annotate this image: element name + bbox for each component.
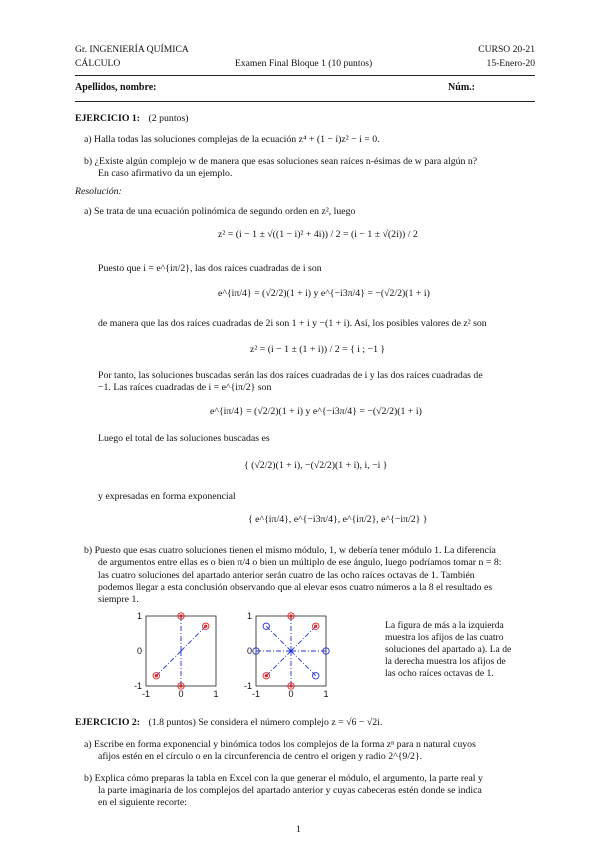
exam-date: 15-Enero-20 bbox=[486, 58, 535, 69]
caption-line: las ocho raíces octavas de 1. bbox=[385, 668, 494, 679]
data-point-center bbox=[314, 625, 317, 628]
plot-eighth-roots bbox=[238, 610, 342, 702]
caption-line: la derecha muestra los afijos de bbox=[385, 656, 506, 667]
ex1-part-a: a) Halla todas las soluciones complejas de la ecuación z⁴ + (1 − i)z² − i = 0. bbox=[84, 134, 380, 145]
header-rule bbox=[75, 75, 535, 76]
data-point-center bbox=[179, 614, 182, 617]
page-number: 1 bbox=[296, 824, 301, 835]
equation-3: z² = (i − 1 ± (1 + i)) / 2 = { i ; −1 } bbox=[250, 344, 386, 355]
y-tick-label: 0 bbox=[246, 646, 252, 656]
header-row-2 bbox=[75, 58, 535, 69]
x-tick-label: 1 bbox=[323, 689, 329, 699]
name-row bbox=[75, 82, 535, 93]
x-tick-label: 1 bbox=[213, 689, 219, 699]
data-point-center bbox=[204, 625, 207, 628]
y-tick-label: 1 bbox=[246, 611, 252, 621]
y-tick-label: -1 bbox=[133, 681, 142, 691]
ex2-heading bbox=[75, 717, 382, 730]
res-a-line4a: Por tanto, las soluciones buscadas serán las dos raíces cuadradas de i y las dos raíces cuadradas de bbox=[98, 370, 483, 381]
ex2-part-a-line1: a) Escribe en forma exponencial y binómica todos los complejos de la forma zⁿ para n natural cuyos bbox=[84, 739, 476, 750]
equation-2: e^{iπ/4} = (√2/2)(1 + i) y e^{−i3π/4} = −(√2/2)(1 + i) bbox=[218, 288, 430, 299]
y-tick-label: -1 bbox=[243, 681, 252, 691]
ex1-part-b-line1: b) ¿Existe algún complejo w de manera que esas soluciones sean raíces n-ésimas de w para algún n? bbox=[84, 156, 478, 167]
ex1-part-b-line2: En caso afirmativo da un ejemplo. bbox=[98, 168, 233, 179]
name-rule bbox=[75, 101, 535, 102]
x-tick-label: -1 bbox=[141, 689, 151, 699]
ex2-part-a-line2: afijos estén en el círculo o en la circunferencia de centro el origen y radio 2^{9/2}. bbox=[98, 751, 423, 762]
res-b-line1: b) Puesto que esas cuatro soluciones tienen el mismo módulo, 1, w debería tener módulo 1. La diferencia bbox=[84, 545, 496, 556]
data-point-center bbox=[289, 684, 292, 687]
ex2-part-b-line1: b) Explica cómo preparas la tabla en Excel con la que generar el módulo, el argumento, la parte real y bbox=[84, 773, 483, 784]
equation-6: { e^{iπ/4}, e^{−i3π/4}, e^{iπ/2}, e^{−iπ/2} } bbox=[248, 514, 428, 525]
res-a-line5: Luego el total de las soluciones buscadas es bbox=[98, 433, 270, 444]
data-point-center bbox=[155, 674, 158, 677]
ex2-part-b-line2: la parte imaginaria de los complejos del apartado anterior y cuyas cabeceras estén donde se indica bbox=[98, 785, 482, 796]
res-b-line3: las cuatro soluciones del apartado anterior serán cuatro de las ocho raíces octavas de 1. También bbox=[98, 570, 475, 581]
res-a-line3: de manera que las dos raíces cuadradas de 2i son 1 + i y −(1 + i). Así, los posibles valores de z² son bbox=[98, 318, 487, 329]
ex1-heading bbox=[75, 113, 189, 126]
caption-line: muestra los afijos de las cuatro bbox=[385, 632, 504, 643]
y-tick-label: 0 bbox=[136, 646, 142, 656]
resolution-label: Resolución: bbox=[75, 186, 122, 197]
equation-5: { (√2/2)(1 + i), −(√2/2)(1 + i), i, −i } bbox=[244, 460, 388, 471]
subject: CÁLCULO bbox=[75, 58, 121, 69]
ex1-points: (2 puntos) bbox=[148, 113, 189, 124]
res-a-line4b: −1. Las raíces cuadradas de i = e^{iπ/2} son bbox=[98, 382, 272, 393]
data-point-center bbox=[179, 684, 182, 687]
plot-four-solutions bbox=[128, 610, 232, 702]
num-label: Núm.: bbox=[448, 82, 475, 93]
course-year: CURSO 20-21 bbox=[478, 44, 535, 55]
res-b-line5: siempre 1. bbox=[98, 594, 139, 605]
ex2-part-b-line3: en el siguiente recorte: bbox=[98, 797, 187, 808]
res-a-line6: y expresadas en forma exponencial bbox=[98, 491, 236, 502]
ex1-title: EJERCICIO 1: bbox=[75, 113, 141, 124]
x-tick-label: 0 bbox=[288, 689, 294, 699]
ex2-title: EJERCICIO 2: bbox=[75, 717, 141, 728]
res-b-line2: de argumentos entre ellas es o bien π/4 o bien un múltiplo de ese ángulo, luego podríamos tomar n = 8: bbox=[98, 557, 502, 568]
equation-1: z² = (i − 1 ± √((1 − i)² + 4i)) / 2 = (i − 1 ± √(2i)) / 2 bbox=[218, 229, 418, 240]
res-a-line2: Puesto que i = e^{iπ/2}, las dos raíces cuadradas de i son bbox=[98, 263, 322, 274]
header-row-1 bbox=[75, 44, 535, 55]
data-point-center bbox=[265, 674, 268, 677]
ex2-text: (1.8 puntos) Se considera el número complejo z = √6 − √2i. bbox=[148, 717, 383, 728]
caption-line: soluciones del apartado a). La de bbox=[385, 644, 512, 655]
x-tick-label: -1 bbox=[251, 689, 261, 699]
course-group: Gr. INGENIERÍA QUÍMICA bbox=[75, 44, 189, 55]
equation-4: e^{iπ/4} = (√2/2)(1 + i) y e^{−i3π/4} = −(√2/2)(1 + i) bbox=[210, 406, 422, 417]
x-tick-label: 0 bbox=[178, 689, 184, 699]
exam-title: Examen Final Bloque 1 (10 puntos) bbox=[235, 58, 373, 69]
res-b-line4: podemos llegar a esta conclusión observando que al elevar esos cuatro números a la 8 el resultado es bbox=[98, 582, 493, 593]
figure-caption bbox=[385, 620, 545, 680]
caption-line: La figura de más a la izquierda bbox=[385, 620, 504, 631]
res-a-line1: a) Se trata de una ecuación polinómica de segundo orden en z², luego bbox=[84, 206, 356, 217]
y-tick-label: 1 bbox=[136, 611, 142, 621]
name-label: Apellidos, nombre: bbox=[75, 82, 157, 93]
data-point-center bbox=[289, 614, 292, 617]
